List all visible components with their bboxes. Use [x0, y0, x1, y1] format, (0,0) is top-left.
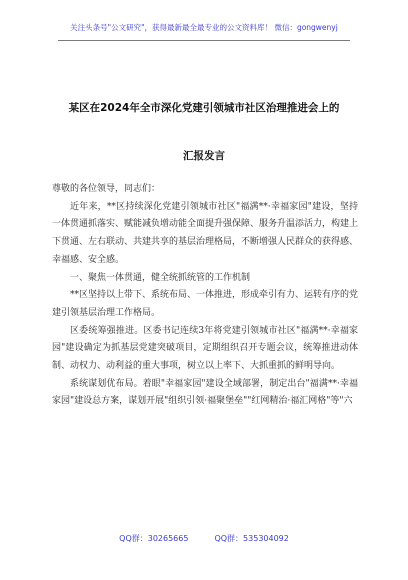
document-body	[52, 181, 358, 411]
footer-contact	[0, 533, 408, 544]
header-divider	[58, 40, 350, 41]
salutation: 尊敬的各位领导，同志们：	[52, 184, 161, 194]
footer-qq-group-1: QQ群：30265665	[119, 534, 189, 543]
paragraph-system-planning: 系统谋划优布局。着眼"幸福家园"建设全域部署，制定出台"福满**·幸福家园"建设总方案，谋划开展"组织引领·福聚堡垒""红网精治·福汇网格"等"六	[52, 378, 358, 407]
footer-qq-group-2: QQ群：535304092	[214, 534, 289, 543]
paragraph-district-committee: 区委统筹强推进。区委书记连续3年将党建引领城市社区"福满**·幸福家园"建设确定为抓基层党建突破项目，定期组织召开专题会议，统筹推进动体制、动权力、动利益的重大事项，树立以上率下、大抓重抓的鲜明导向。	[52, 325, 358, 372]
section-heading-1: 一、聚焦一体贯通，健全统抓统管的工作机制	[70, 272, 251, 283]
document-title: 某区在2024年全市深化党建引领城市社区治理推进会上的	[68, 102, 340, 114]
paragraph-intro: 近年来，**区持续深化党建引领城市社区"福满**·幸福家园"建设，坚持一体贯通抓落实、赋能减负增动能全面提升强保障、服务升温添活力，构建上下贯通、左右联动、共建共享的基层治理格局，不断增强人民群众的获得感、幸福感、安全感。	[52, 201, 359, 265]
document-title-line2: 汇报发言	[183, 150, 225, 162]
header-banner: 关注头条号"公文研究"，获得最新最全最专业的公文资料库！ 微信：gongwenyj	[70, 23, 338, 32]
paragraph-section1-summary: **区坚持以上带下、系统布局、一体推进，形成牵引有力、运转有序的党建引领基层治理工作格局。	[52, 290, 359, 318]
